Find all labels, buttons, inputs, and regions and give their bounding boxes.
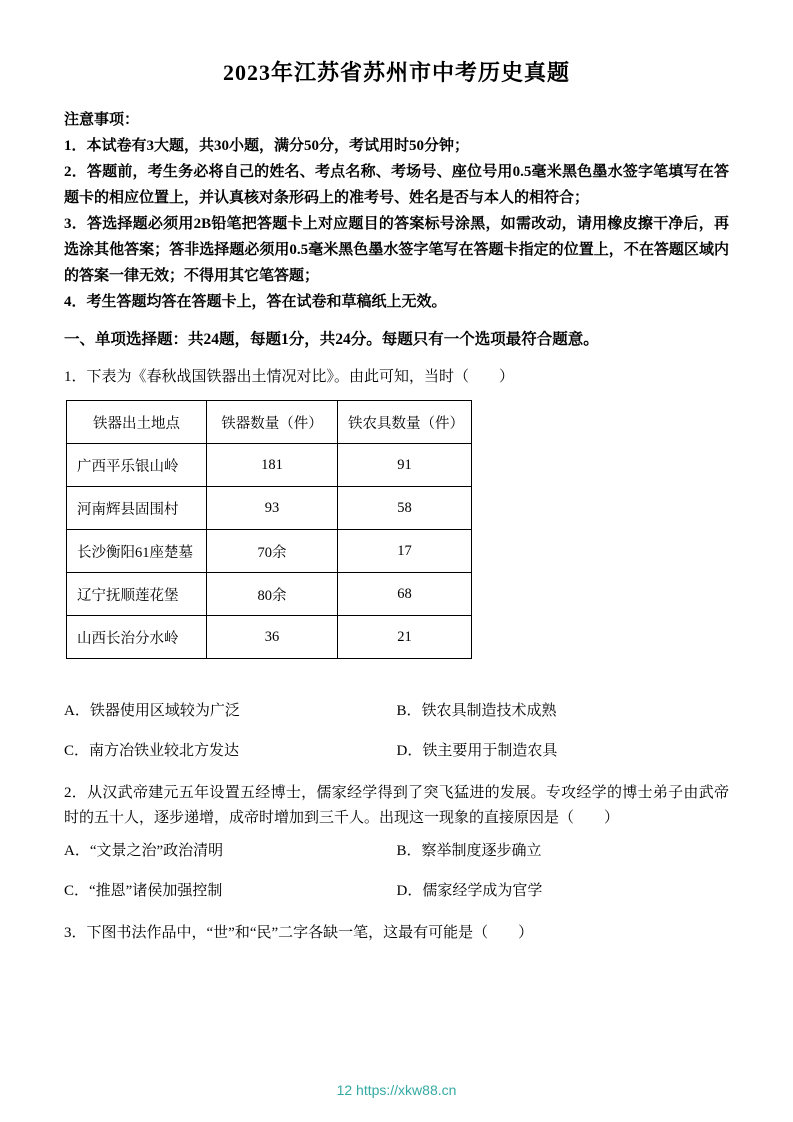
table-cell: 181 (207, 444, 338, 487)
table-header-row (67, 401, 472, 444)
option-d: D．儒家经学成为官学 (396, 883, 543, 899)
table-row (67, 573, 472, 616)
table-cell: 93 (207, 487, 338, 530)
page-footer: 12 https://xkw88.cn (336, 1082, 457, 1098)
document-title: 2023年江苏省苏州市中考历史真题 (222, 60, 570, 85)
option-c: C．南方冶铁业较北方发达 (64, 743, 240, 759)
table-cell: 辽宁抚顺莲花堡 (67, 573, 207, 616)
table-cell: 17 (338, 530, 472, 573)
table-header-cell: 铁器出土地点 (67, 401, 207, 444)
table-cell: 58 (338, 487, 472, 530)
table-row (67, 616, 472, 659)
table-row (67, 530, 472, 573)
option-a: A．“文景之治”政治清明 (64, 843, 224, 859)
table-header-cell: 铁器数量（件） (207, 401, 338, 444)
table-row (67, 444, 472, 487)
table-cell: 河南辉县固围村 (67, 487, 207, 530)
notice-item-3: 3．答选择题必须用2B铅笔把答题卡上对应题目的答案标号涂黑，如需改动，请用橡皮擦干净后，再选涂其他答案；答非选择题必须用0.5毫米黑色墨水签字笔写在答题卡指定的位置上，不在答题区域内的答案一律无效；不得用其它笔答题； (64, 216, 729, 284)
table-row (67, 487, 472, 530)
table-cell: 长沙衡阳61座楚墓 (67, 530, 207, 573)
table-cell: 70余 (207, 530, 338, 573)
question-2-options (64, 839, 729, 903)
iron-artifacts-table (66, 400, 472, 659)
table-cell: 68 (338, 573, 472, 616)
table-cell: 91 (338, 444, 472, 487)
question-2-stem: 2．从汉武帝建元五年设置五经博士，儒家经学得到了突飞猛进的发展。专攻经学的博士弟子由武帝时的五十人，逐步递增，成帝时增加到三千人。出现这一现象的直接原因是（ ） (64, 785, 729, 826)
option-c: C．“推恩”诸侯加强控制 (64, 883, 223, 899)
question-3-stem: 3．下图书法作品中，“世”和“民”二字各缺一笔，这最有可能是（ ） (64, 925, 534, 941)
section-heading: 一、单项选择题：共24题，每题1分，共24分。每题只有一个选项最符合题意。 (64, 331, 599, 348)
table-cell: 21 (338, 616, 472, 659)
notice-heading: 注意事项： (64, 112, 140, 128)
option-b: B．铁农具制造技术成熟 (396, 703, 557, 719)
option-d: D．铁主要用于制造农具 (396, 743, 558, 759)
question-3 (64, 921, 729, 946)
table-cell: 80余 (207, 573, 338, 616)
question-1-options (64, 699, 729, 763)
option-b: B．察举制度逐步确立 (396, 843, 542, 859)
question-1-stem: 1．下表为《春秋战国铁器出土情况对比》。由此可知，当时（ ） (64, 369, 515, 385)
table-cell: 36 (207, 616, 338, 659)
notice-item-2: 2．答题前，考生务必将自己的姓名、考点名称、考场号、座位号用0.5毫米黑色墨水签字笔填写在答题卡的相应位置上，并认真核对条形码上的准考号、姓名是否与本人的相符合； (64, 164, 729, 206)
option-a: A．铁器使用区域较为广泛 (64, 703, 240, 719)
notice-item-4: 4．考生答题均答在答题卡上，答在试卷和草稿纸上无效。 (64, 294, 447, 310)
table-cell: 广西平乐银山岭 (67, 444, 207, 487)
question-1 (64, 365, 729, 763)
question-2 (64, 781, 729, 903)
table-cell: 山西长治分水岭 (67, 616, 207, 659)
table-header-cell: 铁农具数量（件） (338, 401, 472, 444)
notice-item-1: 1．本试卷有3大题，共30小题，满分50分，考试用时50分钟； (64, 138, 470, 154)
